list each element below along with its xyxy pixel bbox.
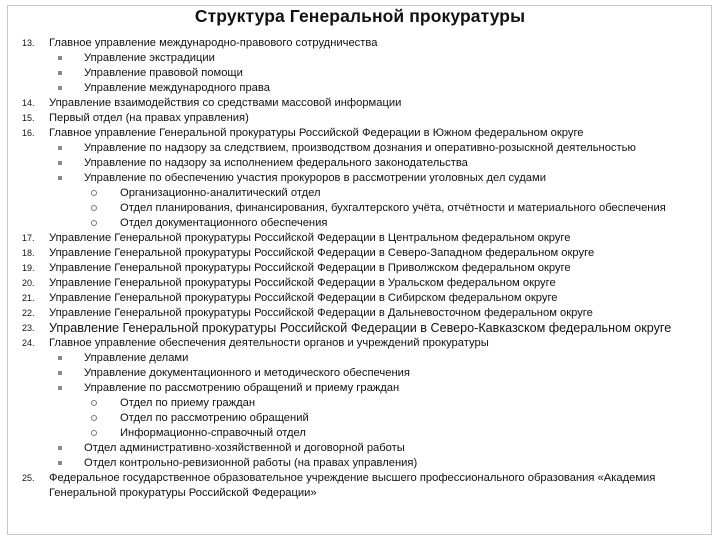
sub-item [0,156,720,171]
sub-item-text: Управление документационного и методического обеспечения [84,367,410,379]
square-bullet-icon [58,176,62,180]
item-number: 24. [22,338,35,348]
list-item [0,321,720,336]
square-bullet-icon [58,161,62,165]
item-text: Федеральное государственное образовательное учреждение высшего профессионального образования «Академия Генеральной прокуратуры Российской Федерации» [49,472,656,499]
sub-item [0,456,720,471]
sub-item-text: Управление по рассмотрению обращений и приему граждан [84,382,400,394]
circle-bullet-icon [91,190,97,196]
sub-item-text: Управление по обеспечению участия прокуроров в рассмотрении уголовных дел судами [84,172,546,184]
sub-item-text: Управление по надзору за следствием, производством дознания и оперативно-розыскной деятельностью [84,142,636,154]
sub-sub-item [0,411,720,426]
sub-item [0,51,720,66]
sub-item [0,381,720,396]
item-text: Управление Генеральной прокуратуры Российской Федерации в Центральном федеральном округе [49,232,571,244]
sub-item [0,81,720,96]
circle-bullet-icon [91,430,97,436]
circle-bullet-icon [91,400,97,406]
square-bullet-icon [58,71,62,75]
structure-list [0,36,720,501]
item-number: 19. [22,263,35,273]
sub-item-text: Управление делами [84,352,189,364]
item-number: 18. [22,248,35,258]
sub-item-text: Управление экстрадиции [84,52,215,64]
sub-item [0,141,720,156]
sub-item-text: Отдел административно-хозяйственной и договорной работы [84,442,405,454]
square-bullet-icon [58,356,62,360]
item-text: Управление взаимодействия со средствами массовой информации [49,97,402,109]
item-number: 25. [22,473,35,483]
item-text: Управление Генеральной прокуратуры Российской Федерации в Дальневосточном федеральном округе [49,307,593,319]
circle-bullet-icon [91,220,97,226]
sub-item-text: Управление по надзору за исполнением федерального законодательства [84,157,468,169]
sub-item-text: Управление международного права [84,82,270,94]
sub-item [0,171,720,186]
sub-sub-item-text: Отдел по рассмотрению обращений [120,412,309,424]
list-item [0,276,720,291]
item-number: 21. [22,293,35,303]
list-item [0,306,720,321]
sub-sub-item [0,201,720,216]
list-item [0,471,720,501]
list-item [0,231,720,246]
item-number: 16. [22,128,35,138]
sub-item [0,351,720,366]
item-text: Главное управление международно-правового сотрудничества [49,37,378,49]
item-number: 20. [22,278,35,288]
list-item [0,246,720,261]
square-bullet-icon [58,146,62,150]
item-text: Управление Генеральной прокуратуры Российской Федерации в Сибирском федеральном округе [49,292,558,304]
list-item [0,96,720,111]
list-item [0,291,720,306]
list-item [0,111,720,126]
sub-item [0,366,720,381]
sub-sub-item-text: Отдел документационного обеспечения [120,217,328,229]
item-number: 22. [22,308,35,318]
square-bullet-icon [58,461,62,465]
item-text: Главное управление Генеральной прокуратуры Российской Федерации в Южном федеральном округе [49,127,584,139]
square-bullet-icon [58,86,62,90]
item-text: Первый отдел (на правах управления) [49,112,249,124]
sub-sub-item-text: Информационно-справочный отдел [120,427,306,439]
sub-sub-item [0,426,720,441]
sub-item-text: Отдел контрольно-ревизионной работы (на правах управления) [84,457,418,469]
item-text: Управление Генеральной прокуратуры Российской Федерации в Северо-Западном федеральном округе [49,247,595,259]
sub-item [0,66,720,81]
sub-sub-item-text: Отдел планирования, финансирования, бухгалтерского учёта, отчётности и материального обеспечения [120,202,666,214]
sub-sub-item [0,396,720,411]
item-text: Главное управление обеспечения деятельности органов и учреждений прокуратуры [49,337,489,349]
list-item [0,336,720,351]
slide-title: Структура Генеральной прокуратуры [194,6,526,26]
sub-item [0,441,720,456]
sub-sub-item-text: Организационно-аналитический отдел [120,187,321,199]
item-number: 17. [22,233,35,243]
item-number: 14. [22,98,35,108]
circle-bullet-icon [91,205,97,211]
item-text: Управление Генеральной прокуратуры Российской Федерации в Приволжском федеральном округе [49,262,571,274]
square-bullet-icon [58,56,62,60]
sub-sub-item [0,186,720,201]
item-number: 23. [22,323,35,333]
square-bullet-icon [58,386,62,390]
item-number: 15. [22,113,35,123]
item-text: Управление Генеральной прокуратуры Российской Федерации в Северо-Кавказском федеральном округе [49,321,672,335]
sub-sub-item [0,216,720,231]
square-bullet-icon [58,446,62,450]
item-text: Управление Генеральной прокуратуры Российской Федерации в Уральском федеральном округе [49,277,556,289]
square-bullet-icon [58,371,62,375]
circle-bullet-icon [91,415,97,421]
sub-sub-item-text: Отдел по приему граждан [120,397,256,409]
list-item [0,261,720,276]
sub-item-text: Управление правовой помощи [84,67,243,79]
list-item [0,36,720,51]
item-number: 13. [22,38,35,48]
list-item [0,126,720,141]
